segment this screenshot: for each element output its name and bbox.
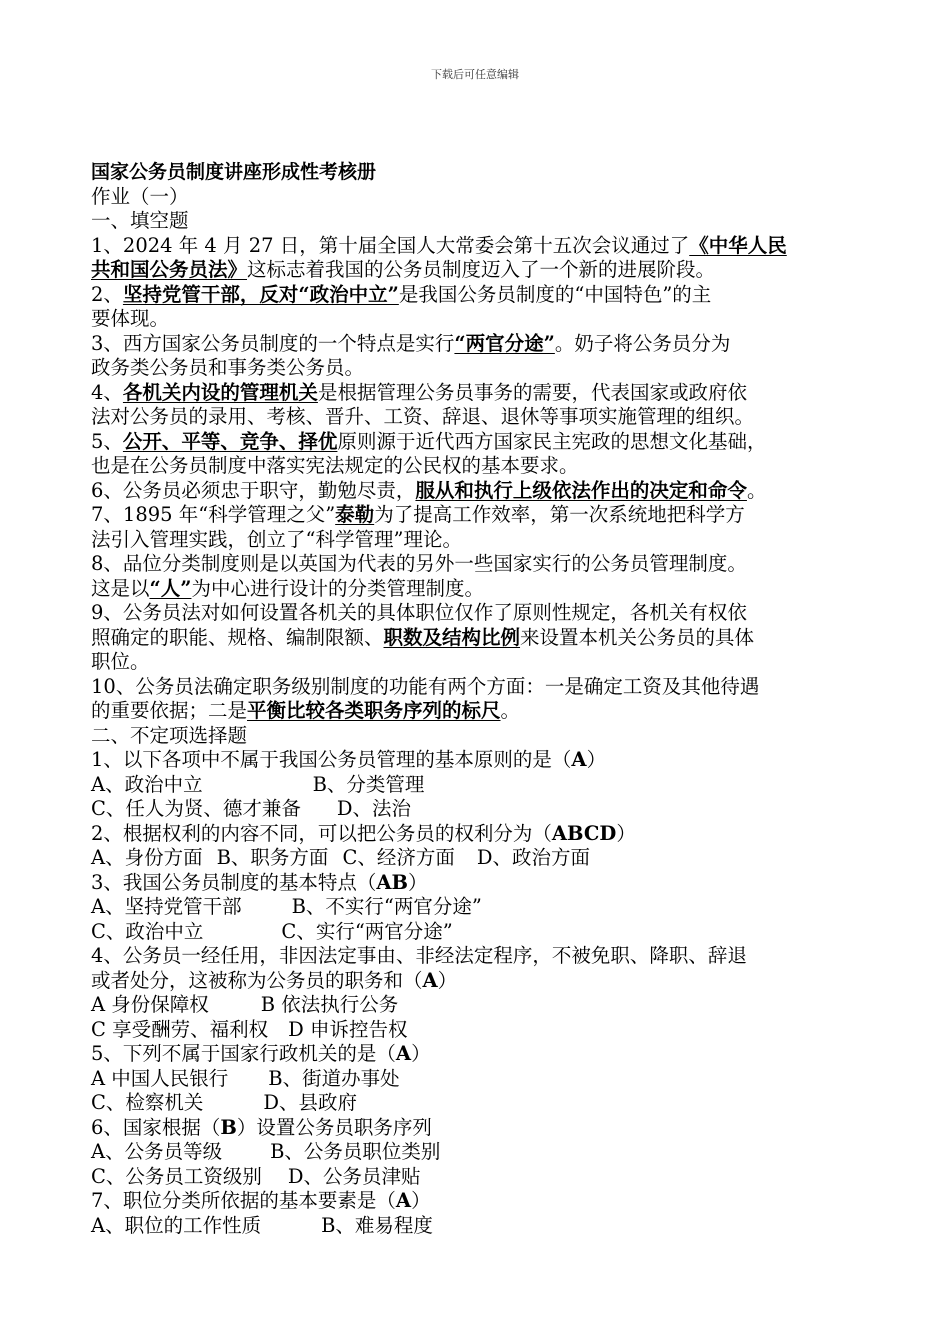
line-text: D 申诉控告权 (288, 1017, 408, 1041)
line-text: 7、1895 年“科学管理之父” (91, 503, 336, 526)
line-text: 4、 (91, 380, 123, 404)
text-line (91, 699, 871, 724)
text-line (91, 332, 871, 357)
line-text: B 依法执行公务 (260, 993, 399, 1016)
line-text: A、政治中立 (91, 772, 203, 796)
line-text: D、县政府 (263, 1091, 358, 1114)
text-line (91, 1140, 871, 1165)
text-line (91, 969, 871, 994)
answer-choice: A (395, 1042, 412, 1065)
text-line (91, 1042, 871, 1067)
line-text: 来设置本机关公务员的具体 (520, 625, 755, 649)
line-text: 。 (500, 699, 521, 722)
text-line (91, 846, 871, 871)
text-line (91, 552, 871, 577)
line-text: 或者处分，这被称为公务员的职务和（ (91, 968, 423, 992)
line-text: 为了提高工作效率，第一次系统地把科学方 (374, 503, 745, 526)
text-line (91, 1091, 871, 1116)
line-text: A、职位的工作性质 (91, 1213, 262, 1237)
line-text: 是我国公务员制度的“中国特色”的主 (398, 282, 712, 306)
text-line (91, 797, 871, 822)
text-line (91, 1165, 871, 1190)
answer-text: 服从和执行上级依法作出的决定和命令 (415, 478, 747, 502)
line-text: 3、西方国家公务员制度的一个特点是实行 (91, 331, 455, 355)
page-header: 下载后可任意编辑 (431, 68, 519, 81)
line-text: ）设置公务员职务序列 (236, 1115, 432, 1139)
line-text: C、经济方面 (342, 846, 455, 869)
line-text: C、政治中立 (91, 919, 204, 943)
line-text: C、实行“两官分途” (281, 919, 453, 943)
line-text: D、公务员津贴 (287, 1164, 421, 1188)
line-text: 照确定的职能、规格、编制限额、 (91, 625, 384, 649)
answer-text: 坚持党管干部，反对“政治中立” (122, 282, 399, 306)
text-line (91, 185, 871, 210)
line-text: 这标志着我国的公务员制度迈入了一个新的进展阶段。 (247, 258, 716, 281)
line-text: ） (408, 870, 428, 894)
text-line (91, 944, 871, 969)
line-text: B、难易程度 (321, 1213, 433, 1237)
text-line (91, 430, 871, 455)
line-text: 2、 (91, 282, 123, 306)
answer-choice: B (220, 1115, 237, 1139)
text-line (91, 675, 871, 700)
answer-text: “两官分途” (454, 331, 555, 355)
line-text: 二、不定项选择题 (91, 723, 248, 747)
line-text: 4、公务员一经任用，非因法定事由、非经法定程序，不被免职、降职、辞退 (91, 944, 747, 967)
line-text: ） (437, 968, 458, 992)
text-line (91, 381, 871, 406)
text-line (91, 479, 871, 504)
line-text: 10、公务员法确定职务级别制度的功能有两个方面：一是确定工资及其他待遇 (91, 674, 760, 698)
answer-text: 公开、平等、竞争、择优 (122, 429, 338, 453)
line-text: D、法治 (336, 797, 412, 820)
line-text: 原则源于近代西方国家民主宪政的思想文化基础， (337, 429, 767, 453)
answer-text: 职数及结构比例 (383, 625, 521, 649)
text-line (91, 307, 871, 332)
text-line (91, 1018, 871, 1043)
text-line (91, 1067, 871, 1092)
text-line (91, 773, 871, 798)
line-text: B、街道办事处 (268, 1066, 400, 1090)
line-text: 要体现。 (91, 307, 170, 330)
text-line (91, 1214, 871, 1239)
line-text: 也是在公务员制度中落实宪法规定的公民权的基本要求。 (91, 454, 579, 477)
line-text: C、检察机关 (91, 1091, 204, 1114)
line-text: ） (411, 1042, 431, 1065)
answer-choice: ABCD (551, 821, 617, 845)
text-line (91, 650, 871, 675)
answer-text: 各机关内设的管理机关 (122, 380, 318, 404)
text-line (91, 209, 871, 234)
answer-choice: A (422, 968, 438, 992)
line-text: 5、 (91, 429, 123, 453)
line-text: ） (586, 748, 607, 771)
text-line (91, 454, 871, 479)
answer-text: 共和国公务员法》 (91, 258, 248, 281)
line-text: 法引入管理实践，创立了“科学管理”理论。 (91, 527, 462, 551)
text-line (91, 748, 871, 773)
line-text: 为中心进行设计的分类管理制度。 (191, 576, 484, 600)
text-line (91, 234, 871, 259)
answer-choice: A (395, 1189, 412, 1212)
document-body (91, 160, 871, 1238)
line-text: 是根据管理公务员事务的需要，代表国家或政府依 (317, 380, 747, 404)
text-line (91, 577, 871, 602)
answer-choice: A (571, 748, 587, 771)
line-text: 9、公务员法对如何设置各机关的具体职位仅作了原则性规定，各机关有权依 (91, 601, 747, 624)
line-text: 5、下列不属于国家行政机关的是（ (91, 1042, 396, 1065)
text-line (91, 895, 871, 920)
line-text: 7、职位分类所依据的基本要素是（ (91, 1189, 396, 1212)
line-text: 作业（一） (91, 184, 189, 208)
text-line (91, 356, 871, 381)
text-line (91, 258, 871, 283)
document-title (91, 160, 871, 185)
text-line (91, 724, 871, 749)
answer-text: 平衡比较各类职务序列的标尺 (247, 699, 501, 722)
line-text: 8、品位分类制度则是以英国为代表的另外一些国家实行的公务员管理制度。 (91, 552, 747, 575)
line-text: A 身份保障权 (91, 993, 209, 1016)
line-text: ） (616, 821, 636, 845)
line-text: 一、填空题 (91, 209, 189, 232)
line-text: D、政治方面 (476, 846, 590, 869)
title-text: 国家公务员制度讲座形成性考核册 (91, 161, 377, 183)
line-text: 职位。 (91, 650, 150, 673)
line-text: 6、国家根据（ (91, 1115, 221, 1139)
text-line (91, 920, 871, 945)
line-text: 政务类公务员和事务类公务员。 (91, 356, 365, 379)
answer-choice: AB (376, 870, 409, 894)
text-line (91, 626, 871, 651)
text-line (91, 1116, 871, 1141)
line-text: 的重要依据；二是 (91, 699, 248, 722)
line-text: C、任人为贤、德才兼备 (91, 797, 301, 820)
line-text: 。奶子将公务员分为 (554, 331, 731, 355)
line-text: A、身份方面 (91, 846, 203, 869)
line-text: A、公务员等级 (91, 1140, 223, 1163)
line-text: 3、我国公务员制度的基本特点（ (91, 870, 377, 894)
answer-text: “人” (149, 576, 192, 600)
text-line (91, 503, 871, 528)
line-text: 。 (746, 478, 767, 502)
text-line (91, 871, 871, 896)
line-text: 1、2024 年 4 月 27 日，第十届全国人大常委会第十五次会议通过了 (91, 233, 690, 257)
line-text: 2、根据权利的内容不同，可以把公务员的权利分为（ (91, 821, 552, 845)
line-text: B、不实行“两官分途” (291, 895, 482, 918)
text-line (91, 283, 871, 308)
line-text: 这是以 (91, 576, 150, 600)
line-text: C、公务员工资级别 (91, 1164, 262, 1188)
answer-text: 《中华人民 (689, 233, 787, 257)
line-text: B、职务方面 (216, 846, 329, 869)
line-text: 1、以下各项中不属于我国公务员管理的基本原则的是（ (91, 748, 572, 771)
answer-text: 泰勒 (335, 503, 375, 526)
text-line (91, 601, 871, 626)
line-text: B、分类管理 (312, 772, 425, 796)
text-line (91, 993, 871, 1018)
text-line (91, 528, 871, 553)
line-text: B、公务员职位类别 (270, 1140, 441, 1163)
text-line (91, 1189, 871, 1214)
line-text: A、坚持党管干部 (91, 895, 242, 918)
text-line (91, 822, 871, 847)
text-line (91, 405, 871, 430)
line-text: ） (411, 1189, 431, 1212)
line-text: A 中国人民银行 (91, 1066, 229, 1090)
line-text: 6、公务员必须忠于职守，勤勉尽责， (91, 478, 416, 502)
line-text: 法对公务员的录用、考核、晋升、工资、辞退、退休等事项实施管理的组织。 (91, 405, 755, 428)
line-text: C 享受酬劳、福利权 (91, 1017, 269, 1041)
